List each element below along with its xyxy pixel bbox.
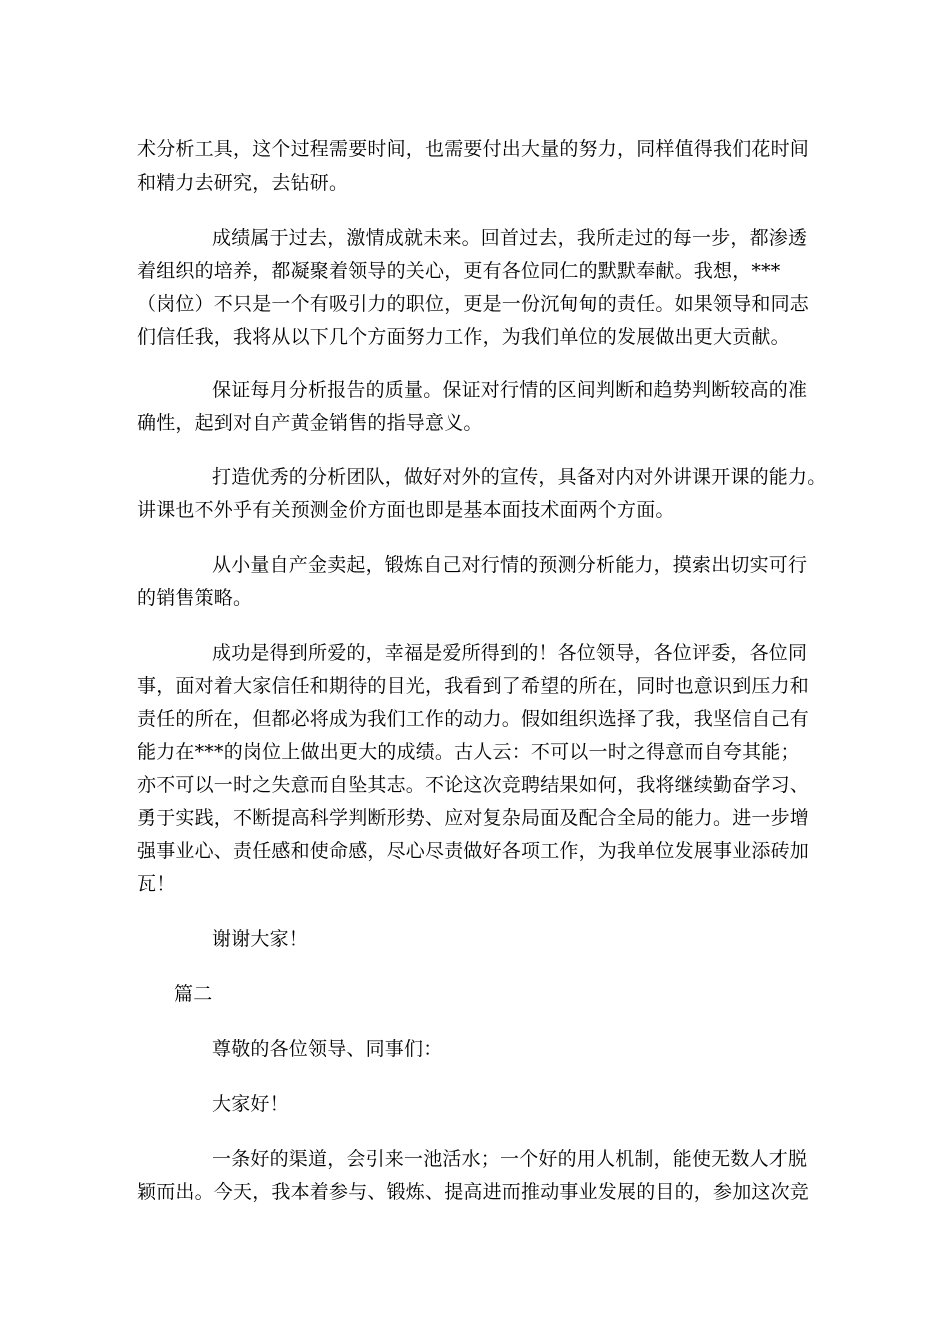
paragraph-line: 事，面对着大家信任和期待的目光，我看到了希望的所在，同时也意识到压力和 — [137, 675, 810, 697]
paragraph-line: 术分析工具，这个过程需要时间，也需要付出大量的努力，同样值得我们花时间 — [137, 138, 810, 160]
paragraph-line: 责任的所在，但都必将成为我们工作的动力。假如组织选择了我，我坚信自己有 — [137, 708, 810, 730]
closing-thanks: 谢谢大家！ — [212, 928, 309, 950]
paragraph-line: 强事业心、责任感和使命感，尽心尽责做好各项工作，为我单位发展事业添砖加 — [137, 840, 810, 862]
paragraph-line: （岗位）不只是一个有吸引力的职位，更是一份沉甸甸的责任。如果领导和同志 — [137, 293, 810, 315]
paragraph-line: 成功是得到所爱的，幸福是爱所得到的！各位领导，各位评委，各位同 — [212, 642, 808, 664]
paragraph-line: 的销售策略。 — [137, 587, 253, 609]
paragraph-line: 们信任我，我将从以下几个方面努力工作，为我们单位的发展做出更大贡献。 — [137, 326, 790, 348]
paragraph-line: 和精力去研究，去钻研。 — [137, 172, 349, 194]
section-heading: 篇二 — [174, 983, 213, 1005]
salutation: 尊敬的各位领导、同事们： — [212, 1038, 443, 1060]
paragraph-line: 确性，起到对自产黄金销售的指导意义。 — [137, 412, 483, 434]
paragraph-line: 勇于实践，不断提高科学判断形势、应对复杂局面及配合全局的能力。进一步增 — [137, 807, 810, 829]
paragraph-line: 能力在***的岗位上做出更大的成绩。古人云：不可以一时之得意而自夸其能； — [137, 741, 800, 763]
greeting: 大家好！ — [212, 1093, 289, 1115]
paragraph-line: 亦不可以一时之失意而自坠其志。不论这次竞聘结果如何，我将继续勤奋学习、 — [137, 774, 810, 796]
paragraph-line: 颖而出。今天，我本着参与、锻炼、提高进而推动事业发展的目的，参加这次竞 — [137, 1181, 810, 1203]
paragraph-line: 打造优秀的分析团队，做好对外的宣传，具备对内对外讲课开课的能力。 — [212, 466, 827, 488]
paragraph-line: 从小量自产金卖起，锻炼自己对行情的预测分析能力，摸索出切实可行 — [212, 554, 808, 576]
paragraph-line: 着组织的培养，都凝聚着领导的关心，更有各位同仁的默默奉献。我想，*** — [137, 260, 781, 282]
paragraph-line: 成绩属于过去，激情成就未来。回首过去，我所走过的每一步，都渗透 — [212, 227, 808, 249]
paragraph-line: 讲课也不外乎有关预测金价方面也即是基本面技术面两个方面。 — [137, 499, 675, 521]
paragraph-line: 一条好的渠道，会引来一池活水；一个好的用人机制，能使无数人才脱 — [212, 1148, 808, 1170]
paragraph-line: 瓦！ — [137, 873, 176, 895]
paragraph-line: 保证每月分析报告的质量。保证对行情的区间判断和趋势判断较高的准 — [212, 379, 808, 401]
